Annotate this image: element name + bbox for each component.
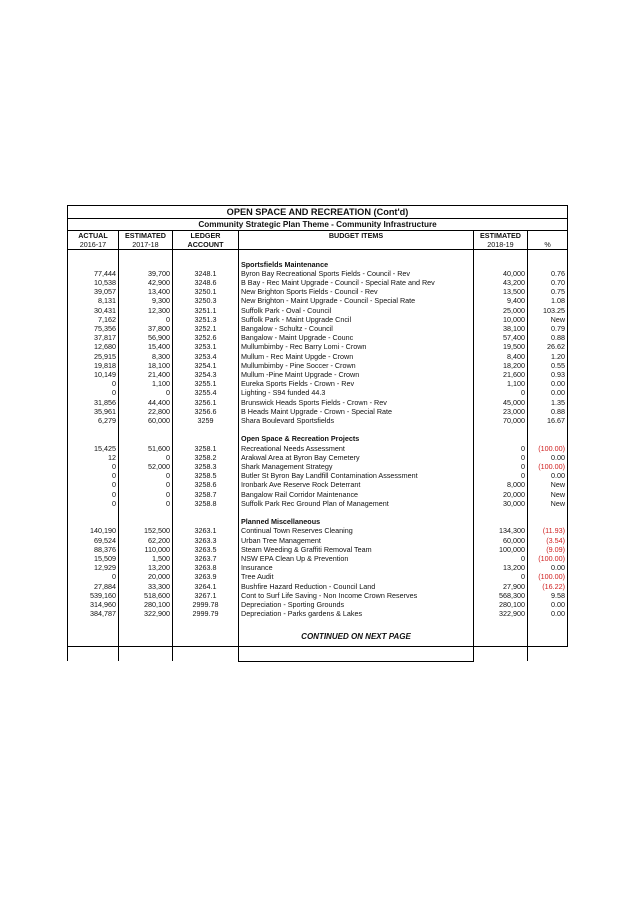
ledger-account: 3258.7 [173, 490, 239, 499]
ledger-account: 3267.1 [173, 591, 239, 600]
percent-change: 0.75 [528, 287, 568, 296]
ledger-account: 3251.1 [173, 306, 239, 315]
estimated-2017-18: 12,300 [119, 306, 173, 315]
budget-item: Eureka Sports Fields - Crown - Rev [239, 379, 474, 388]
percent-change: 0.55 [528, 361, 568, 370]
estimated-2017-18: 20,000 [119, 572, 173, 581]
estimated-2017-18: 0 [119, 490, 173, 499]
ledger-account: 3263.7 [173, 554, 239, 563]
estimated-2018-19: 20,000 [474, 490, 528, 499]
table-row [68, 324, 568, 333]
estimated-2017-18: 0 [119, 315, 173, 324]
estimated-2017-18: 13,400 [119, 287, 173, 296]
estimated-2018-19: 0 [474, 471, 528, 480]
estimated-2018-19: 100,000 [474, 545, 528, 554]
estimated-2018-19: 9,400 [474, 296, 528, 305]
budget-item: Brunswick Heads Sports Fields - Crown - Rev [239, 398, 474, 407]
estimated-2017-18: 518,600 [119, 591, 173, 600]
table-row [68, 499, 568, 508]
budget-item: Depreciation - Sporting Grounds [239, 600, 474, 609]
budget-item: New Brighton Sports Fields - Council - Rev [239, 287, 474, 296]
estimated-2018-19: 8,400 [474, 352, 528, 361]
ledger-account: 3263.8 [173, 563, 239, 572]
estimated-2018-19: 27,900 [474, 582, 528, 591]
budget-item: Suffolk Park - Maint Upgrade Cncil [239, 315, 474, 324]
table-row [68, 342, 568, 351]
table-row [68, 536, 568, 545]
ledger-account: 3248.6 [173, 278, 239, 287]
estimated-2017-18: 37,800 [119, 324, 173, 333]
actual-2016-17: 0 [68, 388, 119, 397]
ledger-account: 3254.1 [173, 361, 239, 370]
estimated-2017-18: 280,100 [119, 600, 173, 609]
budget-item: Bushfire Hazard Reduction - Council Land [239, 582, 474, 591]
ledger-account: 3255.1 [173, 379, 239, 388]
estimated-2017-18: 8,300 [119, 352, 173, 361]
estimated-2018-19: 45,000 [474, 398, 528, 407]
budget-item: Butler St Byron Bay Landfill Contamination Assessment [239, 471, 474, 480]
ledger-account: 3259 [173, 416, 239, 425]
estimated-2017-18: 0 [119, 453, 173, 462]
actual-2016-17: 10,149 [68, 370, 119, 379]
actual-2016-17: 6,279 [68, 416, 119, 425]
percent-change: 0.70 [528, 278, 568, 287]
estimated-2018-19: 8,000 [474, 480, 528, 489]
actual-2016-17: 0 [68, 490, 119, 499]
estimated-2018-19: 23,000 [474, 407, 528, 416]
section-heading-row [68, 434, 568, 443]
budget-item: Bangalow Rail Corridor Maintenance [239, 490, 474, 499]
budget-item: Steam Weeding & Graffiti Removal Team [239, 545, 474, 554]
header-ledger-account: ACCOUNT [173, 240, 239, 250]
budget-item: Lighting - S94 funded 44.3 [239, 388, 474, 397]
estimated-2017-18: 322,900 [119, 609, 173, 618]
ledger-account: 3254.3 [173, 370, 239, 379]
budget-item: Suffolk Park Rec Ground Plan of Management [239, 499, 474, 508]
table-row [68, 453, 568, 462]
percent-change: (11.93) [528, 526, 568, 535]
percent-change: (100.00) [528, 444, 568, 453]
percent-change: New [528, 315, 568, 324]
percent-change: 0.00 [528, 379, 568, 388]
ledger-account: 2999.78 [173, 600, 239, 609]
table-row [68, 269, 568, 278]
budget-item: Shark Management Strategy [239, 462, 474, 471]
percent-change: (100.00) [528, 572, 568, 581]
table-row [68, 361, 568, 370]
table-row [68, 490, 568, 499]
actual-2016-17: 77,444 [68, 269, 119, 278]
actual-2016-17: 35,961 [68, 407, 119, 416]
estimated-2018-19: 40,000 [474, 269, 528, 278]
ledger-account: 3255.4 [173, 388, 239, 397]
actual-2016-17: 88,376 [68, 545, 119, 554]
estimated-2018-19: 13,500 [474, 287, 528, 296]
estimated-2017-18: 56,900 [119, 333, 173, 342]
actual-2016-17: 0 [68, 480, 119, 489]
table-row [68, 600, 568, 609]
percent-change: 1.20 [528, 352, 568, 361]
section-heading: Open Space & Recreation Projects [239, 434, 474, 443]
table-row [68, 471, 568, 480]
percent-change: 0.79 [528, 324, 568, 333]
estimated-2017-18: 9,300 [119, 296, 173, 305]
percent-change: 0.00 [528, 563, 568, 572]
percent-change: 0.00 [528, 471, 568, 480]
budget-item: New Brighton - Maint Upgrade - Council - Special Rate [239, 296, 474, 305]
actual-2016-17: 0 [68, 572, 119, 581]
table-row [68, 379, 568, 388]
budget-item: Recreational Needs Assessment [239, 444, 474, 453]
table-row [68, 462, 568, 471]
table-row [68, 407, 568, 416]
estimated-2018-19: 13,200 [474, 563, 528, 572]
page-title: OPEN SPACE AND RECREATION (Cont'd) [68, 206, 568, 219]
table-row [68, 572, 568, 581]
ledger-account: 3248.1 [173, 269, 239, 278]
table-row [68, 296, 568, 305]
estimated-2018-19: 57,400 [474, 333, 528, 342]
section-heading: Sportsfields Maintenance [239, 260, 474, 269]
header-estimated-year: 2017-18 [119, 240, 173, 250]
ledger-account: 3258.1 [173, 444, 239, 453]
section-heading-row [68, 260, 568, 269]
actual-2016-17: 15,509 [68, 554, 119, 563]
actual-2016-17: 37,817 [68, 333, 119, 342]
percent-change: New [528, 499, 568, 508]
estimated-2018-19: 134,300 [474, 526, 528, 535]
percent-change: 0.76 [528, 269, 568, 278]
table-row [68, 278, 568, 287]
estimated-2017-18: 13,200 [119, 563, 173, 572]
estimated-2017-18: 42,900 [119, 278, 173, 287]
budget-item: Bangalow - Maint Upgrade - Counc [239, 333, 474, 342]
estimated-2018-19: 0 [474, 444, 528, 453]
estimated-2017-18: 152,500 [119, 526, 173, 535]
header-ledger: LEDGER [173, 231, 239, 241]
ledger-account: 3256.1 [173, 398, 239, 407]
estimated-2018-19: 568,300 [474, 591, 528, 600]
ledger-account: 3263.5 [173, 545, 239, 554]
table-row [68, 582, 568, 591]
percent-change: 103.25 [528, 306, 568, 315]
table-row [68, 591, 568, 600]
section-heading: Planned Miscellaneous [239, 517, 474, 526]
actual-2016-17: 7,162 [68, 315, 119, 324]
percent-change: New [528, 490, 568, 499]
continued-note: CONTINUED ON NEXT PAGE [239, 628, 474, 647]
ledger-account: 3258.5 [173, 471, 239, 480]
ledger-account: 3253.1 [173, 342, 239, 351]
actual-2016-17: 12,680 [68, 342, 119, 351]
estimated-2017-18: 33,300 [119, 582, 173, 591]
estimated-2018-19: 0 [474, 388, 528, 397]
estimated-2017-18: 1,500 [119, 554, 173, 563]
budget-item: Shara Boulevard Sportsfields [239, 416, 474, 425]
actual-2016-17: 39,057 [68, 287, 119, 296]
table-row [68, 563, 568, 572]
budget-item: Suffolk Park - Oval - Council [239, 306, 474, 315]
table-row [68, 609, 568, 618]
header-actual: ACTUAL [68, 231, 119, 241]
header-estimated: ESTIMATED [119, 231, 173, 241]
estimated-2017-18: 0 [119, 388, 173, 397]
ledger-account: 3250.1 [173, 287, 239, 296]
budget-item: Mullum - Rec Maint Upgde - Crown [239, 352, 474, 361]
percent-change: (3.54) [528, 536, 568, 545]
budget-item: B Bay - Rec Maint Upgrade - Council - Special Rate and Rev [239, 278, 474, 287]
table-row [68, 370, 568, 379]
actual-2016-17: 0 [68, 379, 119, 388]
percent-change: New [528, 480, 568, 489]
table-row [68, 315, 568, 324]
actual-2016-17: 539,160 [68, 591, 119, 600]
page-subtitle: Community Strategic Plan Theme - Community Infrastructure [68, 219, 568, 231]
header-estimated-2-year: 2018-19 [474, 240, 528, 250]
estimated-2017-18: 110,000 [119, 545, 173, 554]
estimated-2017-18: 0 [119, 480, 173, 489]
estimated-2017-18: 0 [119, 471, 173, 480]
estimated-2017-18: 51,600 [119, 444, 173, 453]
table-row [68, 333, 568, 342]
actual-2016-17: 384,787 [68, 609, 119, 618]
budget-item: Insurance [239, 563, 474, 572]
percent-change: 1.35 [528, 398, 568, 407]
budget-item: B Heads Maint Upgrade - Crown - Special Rate [239, 407, 474, 416]
percent-change: 0.00 [528, 600, 568, 609]
estimated-2017-18: 0 [119, 499, 173, 508]
actual-2016-17: 25,915 [68, 352, 119, 361]
estimated-2018-19: 25,000 [474, 306, 528, 315]
estimated-2017-18: 52,000 [119, 462, 173, 471]
actual-2016-17: 0 [68, 499, 119, 508]
budget-item: Continual Town Reserves Cleaning [239, 526, 474, 535]
actual-2016-17: 30,431 [68, 306, 119, 315]
budget-item: Arakwal Area at Byron Bay Cemetery [239, 453, 474, 462]
percent-change: (9.09) [528, 545, 568, 554]
budget-item: Ironbark Ave Reserve Rock Deterrant [239, 480, 474, 489]
budget-page [67, 205, 567, 662]
budget-item: Byron Bay Recreational Sports Fields - Council - Rev [239, 269, 474, 278]
estimated-2018-19: 18,200 [474, 361, 528, 370]
ledger-account: 3263.1 [173, 526, 239, 535]
ledger-account: 2999.79 [173, 609, 239, 618]
table-row [68, 554, 568, 563]
actual-2016-17: 12 [68, 453, 119, 462]
estimated-2018-19: 0 [474, 462, 528, 471]
table-row [68, 352, 568, 361]
actual-2016-17: 27,884 [68, 582, 119, 591]
actual-2016-17: 314,960 [68, 600, 119, 609]
percent-change: 0.93 [528, 370, 568, 379]
table-row [68, 545, 568, 554]
budget-item: Mullumbimby - Rec Barry Lomi - Crown [239, 342, 474, 351]
estimated-2018-19: 19,500 [474, 342, 528, 351]
ledger-account: 3252.1 [173, 324, 239, 333]
actual-2016-17: 10,538 [68, 278, 119, 287]
budget-item: Depreciation - Parks gardens & Lakes [239, 609, 474, 618]
estimated-2017-18: 39,700 [119, 269, 173, 278]
table-row [68, 526, 568, 535]
table-row [68, 306, 568, 315]
ledger-account: 3258.6 [173, 480, 239, 489]
percent-change: 16.67 [528, 416, 568, 425]
header-percent: % [528, 240, 568, 250]
estimated-2018-19: 280,100 [474, 600, 528, 609]
estimated-2017-18: 18,100 [119, 361, 173, 370]
estimated-2017-18: 60,000 [119, 416, 173, 425]
table-row [68, 416, 568, 425]
table-row [68, 287, 568, 296]
estimated-2017-18: 21,400 [119, 370, 173, 379]
ledger-account: 3251.3 [173, 315, 239, 324]
budget-table [67, 205, 568, 662]
estimated-2018-19: 70,000 [474, 416, 528, 425]
header-actual-year: 2016-17 [68, 240, 119, 250]
estimated-2018-19: 43,200 [474, 278, 528, 287]
actual-2016-17: 0 [68, 471, 119, 480]
estimated-2017-18: 1,100 [119, 379, 173, 388]
budget-item: Mullumbimby - Pine Soccer - Crown [239, 361, 474, 370]
percent-change: 0.00 [528, 388, 568, 397]
estimated-2018-19: 10,000 [474, 315, 528, 324]
budget-item: Mullum -Pine Maint Upgrade - Crown [239, 370, 474, 379]
estimated-2017-18: 44,400 [119, 398, 173, 407]
estimated-2018-19: 1,100 [474, 379, 528, 388]
actual-2016-17: 69,524 [68, 536, 119, 545]
percent-change: 9.58 [528, 591, 568, 600]
budget-item: Bangalow - Schultz - Council [239, 324, 474, 333]
percent-change: 0.88 [528, 333, 568, 342]
budget-item: Tree Audit [239, 572, 474, 581]
table-row [68, 388, 568, 397]
budget-item: NSW EPA Clean Up & Prevention [239, 554, 474, 563]
ledger-account: 3252.6 [173, 333, 239, 342]
percent-change: 0.88 [528, 407, 568, 416]
budget-item: Cont to Surf Life Saving - Non Income Crown Reserves [239, 591, 474, 600]
ledger-account: 3258.2 [173, 453, 239, 462]
table-row [68, 444, 568, 453]
ledger-account: 3263.3 [173, 536, 239, 545]
ledger-account: 3258.8 [173, 499, 239, 508]
ledger-account: 3258.3 [173, 462, 239, 471]
percent-change: 0.00 [528, 609, 568, 618]
percent-change: (100.00) [528, 462, 568, 471]
estimated-2018-19: 0 [474, 554, 528, 563]
table-row [68, 398, 568, 407]
estimated-2018-19: 30,000 [474, 499, 528, 508]
section-heading-row [68, 517, 568, 526]
percent-change: (16.22) [528, 582, 568, 591]
percent-change: 26.62 [528, 342, 568, 351]
ledger-account: 3250.3 [173, 296, 239, 305]
actual-2016-17: 8,131 [68, 296, 119, 305]
estimated-2018-19: 60,000 [474, 536, 528, 545]
percent-change: 1.08 [528, 296, 568, 305]
actual-2016-17: 140,190 [68, 526, 119, 535]
estimated-2017-18: 15,400 [119, 342, 173, 351]
estimated-2018-19: 38,100 [474, 324, 528, 333]
actual-2016-17: 12,929 [68, 563, 119, 572]
estimated-2017-18: 62,200 [119, 536, 173, 545]
estimated-2018-19: 0 [474, 572, 528, 581]
estimated-2018-19: 21,600 [474, 370, 528, 379]
actual-2016-17: 15,425 [68, 444, 119, 453]
ledger-account: 3263.9 [173, 572, 239, 581]
header-estimated-2: ESTIMATED [474, 231, 528, 241]
ledger-account: 3253.4 [173, 352, 239, 361]
actual-2016-17: 0 [68, 462, 119, 471]
table-row [68, 480, 568, 489]
percent-change: (100.00) [528, 554, 568, 563]
estimated-2018-19: 322,900 [474, 609, 528, 618]
budget-item: Urban Tree Management [239, 536, 474, 545]
actual-2016-17: 19,818 [68, 361, 119, 370]
estimated-2017-18: 22,800 [119, 407, 173, 416]
actual-2016-17: 75,356 [68, 324, 119, 333]
estimated-2018-19: 0 [474, 453, 528, 462]
ledger-account: 3256.6 [173, 407, 239, 416]
actual-2016-17: 31,856 [68, 398, 119, 407]
percent-change: 0.00 [528, 453, 568, 462]
ledger-account: 3264.1 [173, 582, 239, 591]
header-budget-items: BUDGET ITEMS [239, 231, 474, 241]
